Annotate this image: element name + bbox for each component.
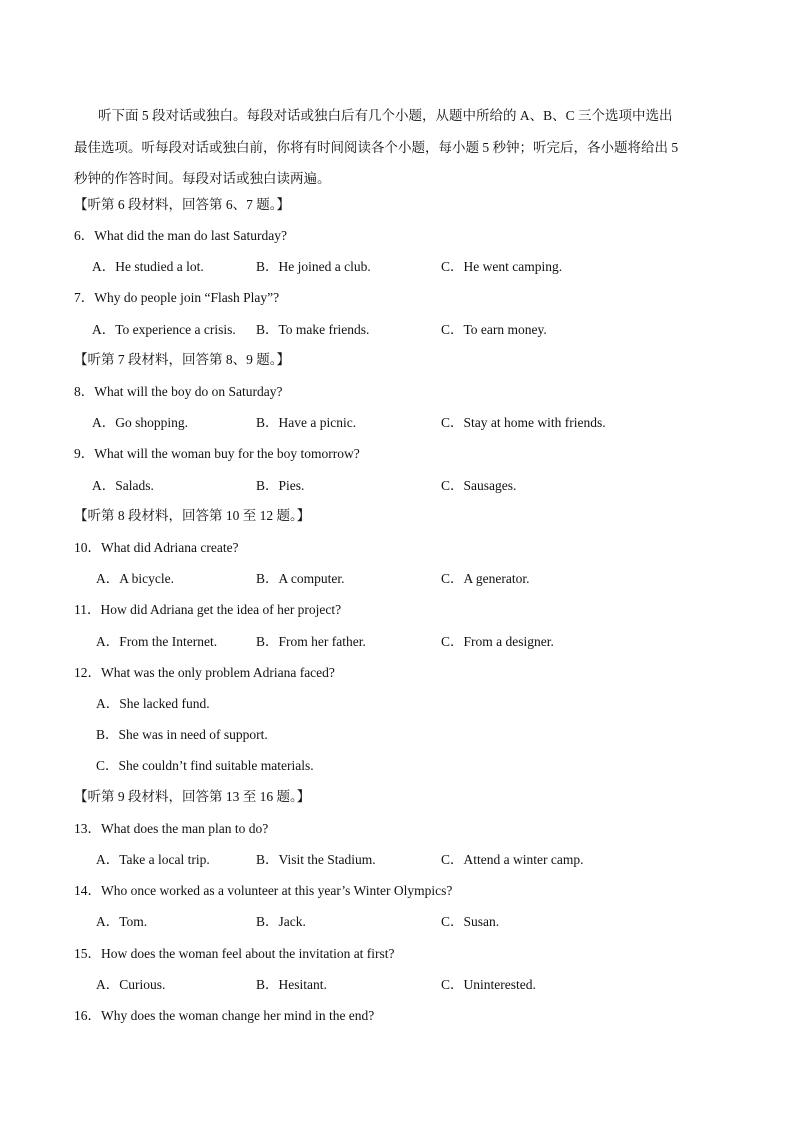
question-12-option-a: A．She lacked fund.	[96, 696, 210, 711]
question-15: 15．How does the woman feel about the invitation at first?	[74, 946, 395, 961]
question-11: 11．How did Adriana get the idea of her project?	[74, 602, 342, 617]
question-15-option-b: B．Hesitant.	[256, 977, 327, 992]
question-11-option-a: A．From the Internet.	[96, 634, 218, 649]
question-12: 12．What was the only problem Adriana faced?	[74, 665, 335, 680]
question-15-option-a: A．Curious.	[96, 977, 166, 992]
listening-instructions: 听下面 5 段对话或独白。每段对话或独白后有几个小题，从题中所给的 A、B、C 三个选项中选出最佳选项。听每段对话或独白前，你将有时间阅读各个小题，每小题 5 秒钟；听完后，各小题将给出 5 秒钟的作答时间。每段对话或独白读两遍。	[74, 108, 679, 186]
question-7-option-b: B．To make friends.	[256, 322, 370, 337]
question-15-option-c: C．Uninterested.	[441, 977, 536, 992]
question-7: 7．Why do people join “Flash Play”?	[74, 290, 280, 305]
question-14-option-c: C．Susan.	[441, 914, 500, 929]
question-14-option-b: B．Jack.	[256, 914, 306, 929]
question-14: 14．Who once worked as a volunteer at this year’s Winter Olympics?	[74, 883, 453, 898]
question-11-option-b: B．From her father.	[256, 634, 366, 649]
question-11-option-c: C．From a designer.	[441, 634, 554, 649]
section-header-6: 【听第 6 段材料，回答第 6、7 题。】	[74, 197, 290, 212]
question-6: 6．What did the man do last Saturday?	[74, 228, 287, 243]
question-12-option-b: B．She was in need of support.	[96, 727, 268, 742]
question-6-option-a: A．He studied a lot.	[92, 259, 204, 274]
question-8-option-b: B．Have a picnic.	[256, 415, 357, 430]
question-13: 13．What does the man plan to do?	[74, 821, 269, 836]
question-7-option-a: A．To experience a crisis.	[92, 322, 236, 337]
question-9-option-c: C．Sausages.	[441, 478, 517, 493]
section-header-8: 【听第 8 段材料，回答第 10 至 12 题。】	[74, 508, 311, 523]
question-14-option-a: A．Tom.	[96, 914, 148, 929]
question-10-option-c: C．A generator.	[441, 571, 530, 586]
question-12-option-c: C．She couldn’t find suitable materials.	[96, 758, 314, 773]
question-16: 16．Why does the woman change her mind in the end?	[74, 1008, 375, 1023]
question-10: 10．What did Adriana create?	[74, 540, 239, 555]
question-9: 9．What will the woman buy for the boy tomorrow?	[74, 446, 360, 461]
question-6-option-c: C．He went camping.	[441, 259, 563, 274]
question-6-option-b: B．He joined a club.	[256, 259, 371, 274]
question-13-option-b: B．Visit the Stadium.	[256, 852, 376, 867]
question-8: 8．What will the boy do on Saturday?	[74, 384, 283, 399]
question-9-option-b: B．Pies.	[256, 478, 305, 493]
question-10-option-a: A．A bicycle.	[96, 571, 174, 586]
question-8-option-a: A．Go shopping.	[92, 415, 189, 430]
question-13-option-a: A．Take a local trip.	[96, 852, 210, 867]
question-9-option-a: A．Salads.	[92, 478, 154, 493]
section-header-9: 【听第 9 段材料，回答第 13 至 16 题。】	[74, 789, 311, 804]
question-13-option-c: C．Attend a winter camp.	[441, 852, 584, 867]
question-7-option-c: C．To earn money.	[441, 322, 547, 337]
question-8-option-c: C．Stay at home with friends.	[441, 415, 606, 430]
section-header-7: 【听第 7 段材料，回答第 8、9 题。】	[74, 352, 290, 367]
question-10-option-b: B．A computer.	[256, 571, 345, 586]
